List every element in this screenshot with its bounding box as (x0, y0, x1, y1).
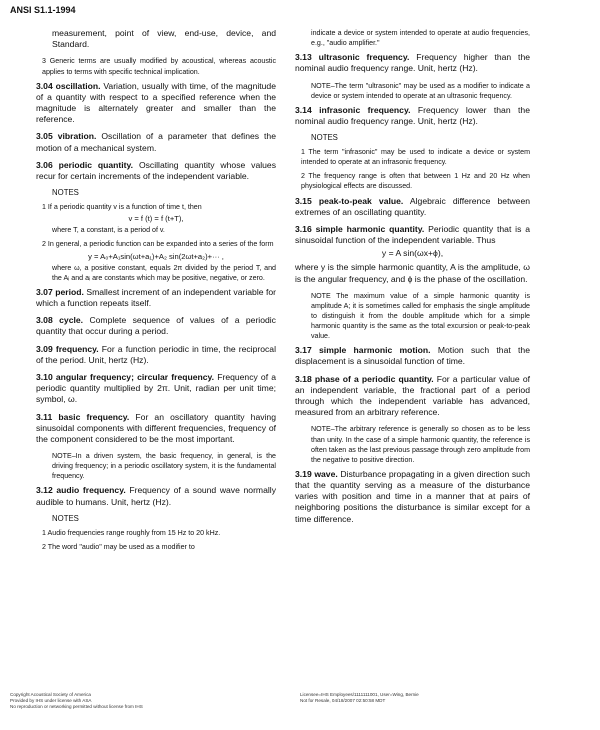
note: where T, a constant, is a period of v. (52, 226, 165, 235)
definition-3-15: 3.15 peak-to-peak value. Algebraic difference between extremes of an oscillating quantity. (295, 195, 531, 217)
footer-line: Copyright Acoustical Society of America (10, 692, 91, 697)
definition-3-06: 3.06 periodic quantity. Oscillating quantity whose values recur for certain increments of the independent variable. (36, 159, 276, 182)
note: 1 Audio frequencies range roughly from 15 Hz to 20 kHz. (42, 528, 221, 537)
note: 2 In general, a periodic function can be expanded into a series of the form (42, 240, 274, 249)
equation: v = f (t) = f (t+T), (128, 214, 184, 224)
notes-heading: NOTES (52, 513, 79, 523)
note: where ω, a positive constant, equals 2π divided by the period T, and the Aᵢ and aᵢ are constants which may be positive, negative, or zero. (52, 263, 276, 282)
definition-3-05: 3.05 vibration. Oscillation of a parameter that defines the motion of a mechanical system. (36, 131, 276, 153)
notes-heading: NOTES (311, 133, 338, 143)
continued-text: indicate a device or system intended to operate at audio frequencies, e.g., "audio amplifier." (311, 29, 530, 48)
notes-heading: NOTES (52, 188, 79, 198)
note: NOTE–The arbitrary reference is generally so chosen as to be less than unity. In the case of a simple harmonic quantity, the reference is often taken as the last previous passage through zero amplitude from the negative to positive direction. (311, 425, 530, 464)
note: NOTE–The term "ultrasonic" may be used as a modifier to indicate a device or system intended to operate at an ultrasonic frequency. (311, 81, 530, 100)
definition-3-04: 3.04 oscillation. Variation, usually with time, of the magnitude of a quantity with respect to a specified reference when the magnitude is alternately greater and smaller than the reference. (36, 80, 276, 125)
definition-3-14: 3.14 infrasonic frequency. Frequency lower than the nominal audio frequency range. Unit, hertz (Hz). (295, 104, 530, 126)
running-header: ANSI S1.1-1994 (10, 5, 76, 15)
note: 2 The frequency range is often that between 1 Hz and 20 Hz when physiological effects are discussed. (301, 172, 530, 191)
note: 3 Generic terms are usually modified by acoustical, whereas acoustic applies to terms with specific technical implication. (42, 57, 276, 76)
definition-3-17: 3.17 simple harmonic motion. Motion such that the displacement is a sinusoidal function of time. (295, 345, 530, 367)
definition-3-08: 3.08 cycle. Complete sequence of values of a periodic quantity that occur during a period. (36, 315, 276, 337)
definition-3-11: 3.11 basic frequency. For an oscillatory quantity having sinusoidal components with different frequencies, frequency of the component considered to be the most important. (36, 411, 276, 444)
note: NOTE The maximum value of a simple harmonic quantity is amplitude A; it is sometimes called for emphasis the single amplitude to distinguish it from the double amplitude which for a simple harmonic quantity is the same as the total excursion or peak-to-peak value. (311, 291, 530, 341)
definition-3-10: 3.10 angular frequency; circular frequency. Frequency of a periodic quantity multiplied by 2π. Unit, radian per unit time; symbol, ω. (36, 371, 276, 405)
definition-3-09: 3.09 frequency. For a function periodic in time, the reciprocal of the period. Unit, hertz (Hz). (36, 343, 276, 365)
footer-license (300, 692, 419, 704)
note: 1 The term "infrasonic" may be used to indicate a device or system intended to operate at an infrasonic frequency. (301, 148, 530, 167)
left-column (36, 28, 276, 556)
footer-line: Provided by IHS under license with ASA (10, 698, 92, 703)
right-column (295, 28, 530, 531)
definition-3-13: 3.13 ultrasonic frequency. Frequency higher than the nominal audio frequency range. Unit, hertz (Hz). (295, 52, 531, 74)
definition-3-12: 3.12 audio frequency. Frequency of a sound wave normally audible to humans. Unit, hertz (Hz). (36, 485, 276, 507)
equation: y = A sin(ωx+ϕ), (381, 248, 444, 259)
note: 2 The word "audio" may be used as a modifier to (42, 542, 195, 551)
equation: y = A₀+A₁sin(ωt+a₁)+A₂ sin(2ωt+a₂)+··· , (88, 251, 224, 261)
footer-copyright (10, 692, 143, 710)
note: NOTE–In a driven system, the basic frequency, in general, is the driving frequency; in a periodic oscillatory system, it is the fundamental frequency. (52, 452, 276, 481)
footer-line: Licensee=IHS Employees/1111111001, User=Wing, Bernie (300, 692, 419, 697)
footer-line: Not for Resale, 04/18/2007 02:50:58 MDT (300, 698, 386, 703)
note: 1 If a periodic quantity v is a function of time t, then (42, 203, 202, 212)
footer-line: No reproduction or networking permitted without license from IHS (10, 704, 143, 709)
continued-text: measurement, point of view, end-use, device, and Standard. (52, 28, 276, 50)
definition-3-18: 3.18 phase of a periodic quantity. For a particular value of an independent variable, the fractional part of a period through which the independent variable has advanced, measured from an arbitrary reference. (295, 373, 530, 418)
definition-3-19: 3.19 wave. Disturbance propagating in a given direction such that the quantity serving as a measure of the disturbance varies with position and time in a manner that at pairs of neighboring positions the disturbance is similar except for a time difference. (295, 468, 530, 524)
definition-3-16: 3.16 simple harmonic quantity. Periodic quantity that is a sinusoidal function of the independent variable. Thus (295, 223, 530, 246)
definition-3-16-continued: where y is the simple harmonic quantity, A is the amplitude, ω is the angular frequency, and ϕ is the phase of the oscillation. (295, 262, 530, 284)
definition-3-07: 3.07 period. Smallest increment of an independent variable for which a function repeats itself. (36, 286, 277, 308)
